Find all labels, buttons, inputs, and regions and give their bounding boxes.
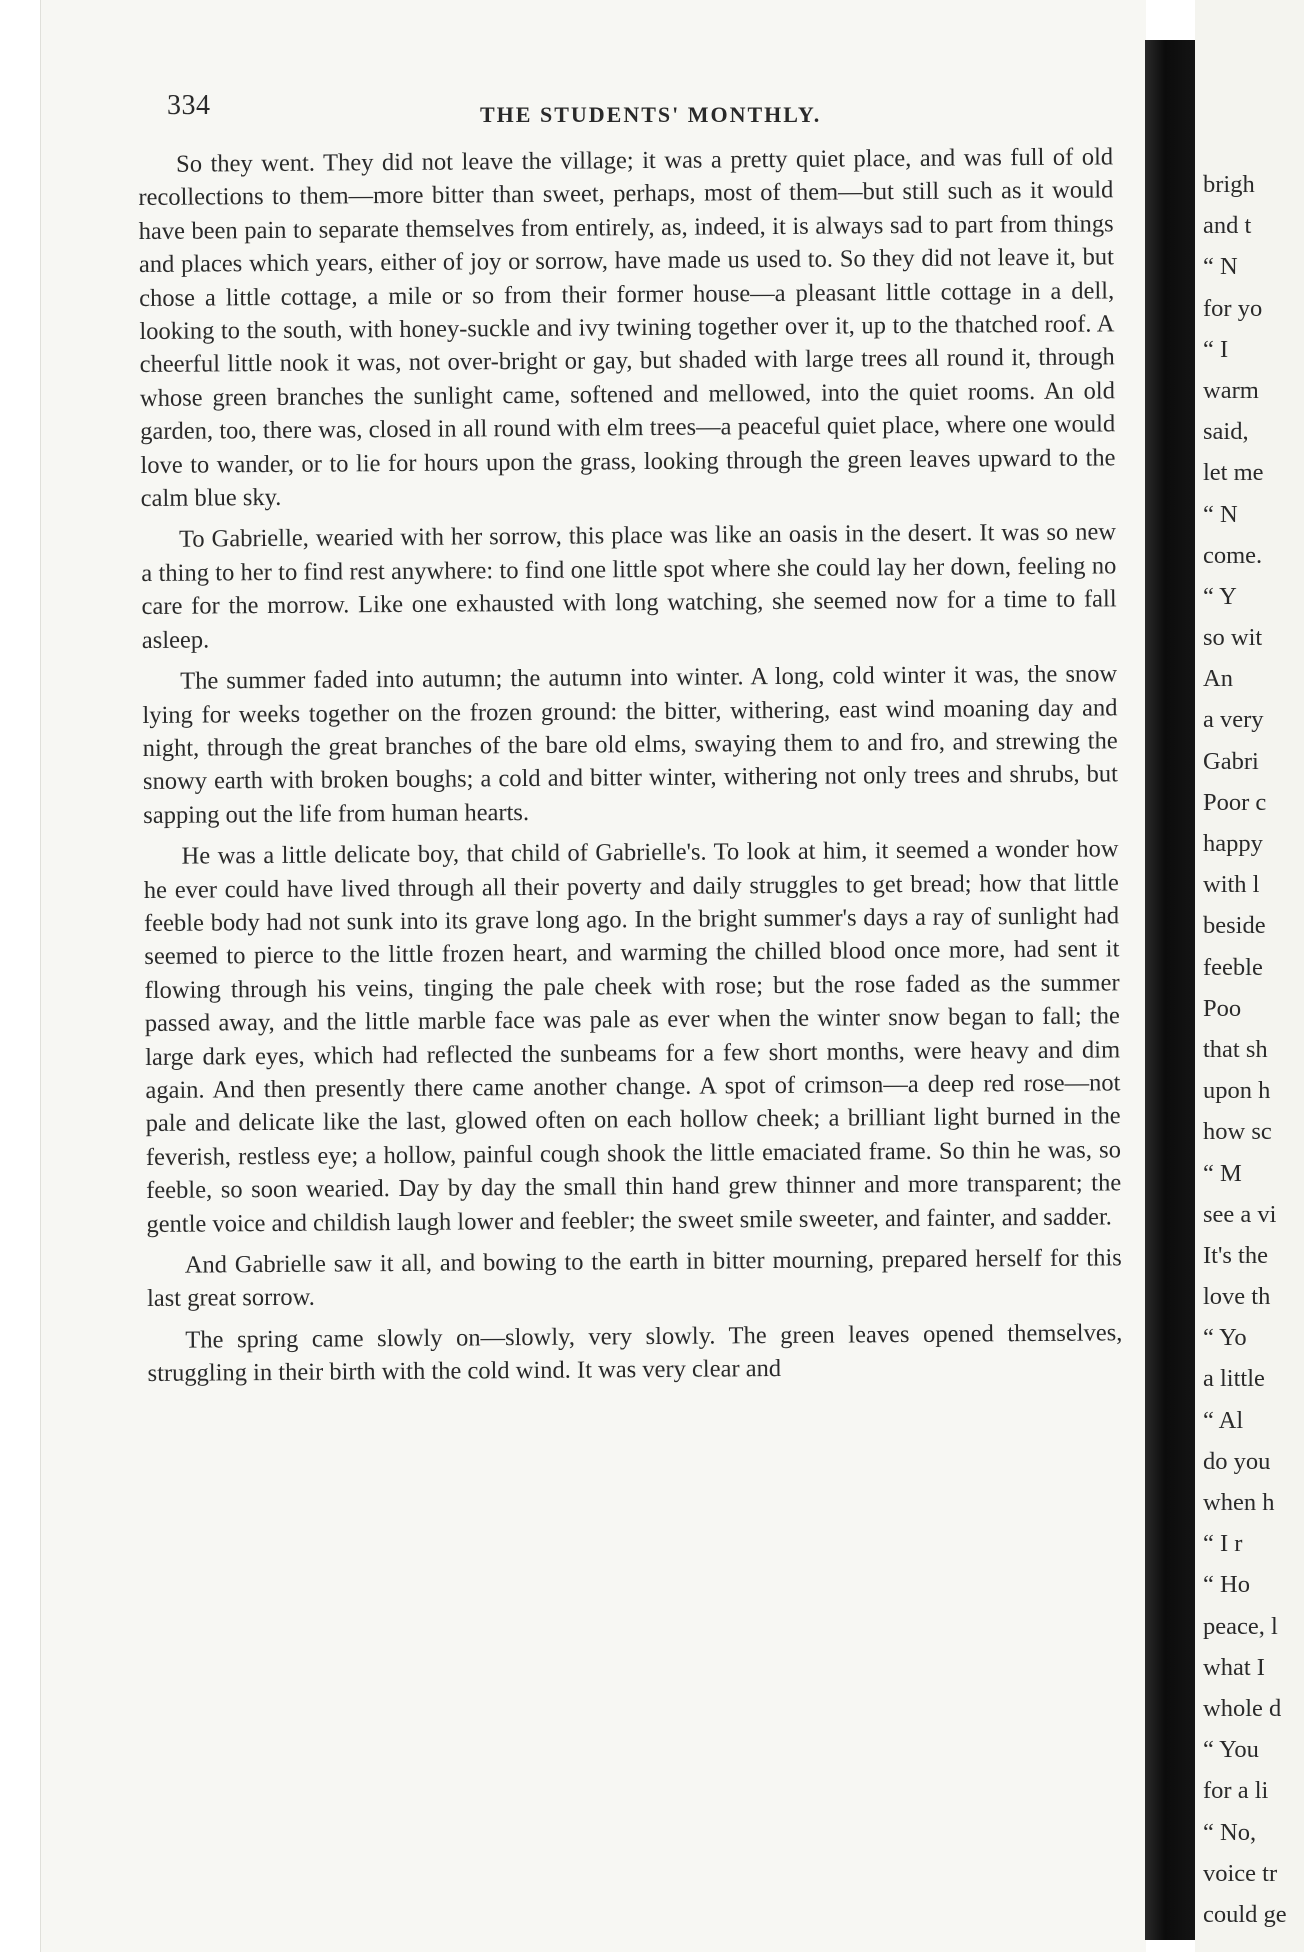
right-page-line: so wit: [1203, 624, 1263, 652]
right-page-line: for a li: [1203, 1777, 1269, 1805]
book-gutter: [1145, 40, 1195, 1940]
right-page-line: do you: [1203, 1447, 1271, 1475]
right-page-line: love th: [1203, 1283, 1271, 1311]
right-page-line: “ Ho: [1203, 1571, 1250, 1599]
right-page-line: “ N: [1203, 500, 1238, 528]
right-page-line: a very: [1203, 706, 1264, 734]
right-page-line: Poor c: [1203, 788, 1267, 816]
right-page-line: Poo: [1203, 994, 1242, 1022]
right-page-line: “ Yo: [1203, 1324, 1247, 1352]
right-page-line: what I: [1203, 1653, 1265, 1681]
right-page-line: “ Al: [1203, 1406, 1244, 1434]
right-page-line: upon h: [1203, 1077, 1271, 1105]
right-page-line: could ge: [1203, 1900, 1287, 1928]
paragraph: To Gabrielle, wearied with her sorrow, this place was like an oasis in the desert. It was so new a thing to her to find rest anywhere: to find one little spot where she could lay her down, feeling no care for the morrow. Like one exhausted with long watching, she seemed now for a time to fall asleep.: [141, 518, 1117, 654]
right-page-line: with l: [1203, 871, 1260, 899]
right-page-line: brigh: [1203, 171, 1255, 198]
right-page-line: “ M: [1203, 1159, 1242, 1187]
paragraph: He was a little delicate boy, that child of Gabrielle's. To look at him, it seemed a wonder how he ever could have lived through all their poverty and daily struggles to get bread; how that little feeble body had not sunk into its grave long ago. In the bright summer's days a ray of sunlight had seemed to pierce to the little frozen heart, and warming the chilled blood once more, had sent it flowing through his veins, tinging the pale cheek with rose; but the rose faded as the summer passed away, and the little marble face was pale as ever when the winter snow began to fall; the large dark eyes, which had reflected the sunbeams for a few short months, were heavy and dim again. And then presently there came another change. A spot of crimson—a deep red rose—not pale and delicate like the last, glowed often on each hollow cheek; a brilliant light burned in the feverish, restless eye; a hollow, painful cough shook the little emaciated frame. So thin he was, so feeble, so soon wearied. Day by day the small thin hand grew thinner and more transparent; the gentle voice and childish laugh lower and feebler; the sweet smile sweeter, and fainter, and sadder.: [143, 835, 1122, 1238]
paragraph: The spring came slowly on—slowly, very slowly. The green leaves opened themselves, struggling in their birth with the cold wind. It was very clear and: [147, 1319, 1123, 1388]
right-page-line: whole d: [1203, 1694, 1282, 1722]
right-page-line: It's the: [1203, 1241, 1268, 1269]
right-page-line: warm: [1203, 376, 1259, 404]
right-page-line: Gabri: [1203, 747, 1259, 775]
right-page-line: that sh: [1203, 1035, 1268, 1063]
right-page-line: said,: [1203, 418, 1249, 446]
paragraph: So they went. They did not leave the village; it was a pretty quiet place, and was full of old recollections to them—more bitter than sweet, perhaps, most of them—but still such as it would have been pain to separate themselves from entirely, as, indeed, it is always sad to part from things and places which years, either of joy or sorrow, have made us used to. So they did not leave it, but chose a little cottage, a mile or so from their former house—a pleasant little cottage in a dell, looking to the south, with honey-suckle and ivy twining together over it, up to the thatched roof. A cheerful little nook it was, not over-bright or gay, but shaded with large trees all round it, through whose green branches the sunlight came, softened and mellowed, into the quiet rooms. An old garden, too, there was, closed in all round with elm trees—a peaceful quiet place, where one would love to wander, or to lie for hours upon the grass, looking through the green leaves upward to the calm blue sky.: [138, 143, 1116, 513]
paragraph: And Gabrielle saw it all, and bowing to the earth in bitter mourning, prepared herself for this last great sorrow.: [146, 1244, 1122, 1313]
right-page-line: and t: [1203, 212, 1252, 240]
right-page-line: “ N: [1203, 253, 1238, 281]
right-page-line: beside: [1203, 912, 1266, 940]
page-number: 334: [167, 90, 211, 121]
paragraph: The summer faded into autumn; the autumn into winter. A long, cold winter it was, the snow lying for weeks together on the frozen ground: the bitter, withering, east wind moaning day and night, through the great branches of the bare old elms, swaying them to and fro, and strewing the snowy earth with broken boughs; a cold and bitter winter, withering not only trees and shrubs, but sapping out the life from human hearts.: [142, 660, 1119, 829]
running-head: THE STUDENTS' MONTHLY.: [480, 102, 822, 127]
right-page-line: let me: [1203, 459, 1264, 487]
right-page-line: feeble: [1203, 953, 1263, 981]
right-page-line: “ No,: [1203, 1818, 1257, 1846]
right-page-line: a little: [1203, 1365, 1265, 1393]
right-page-line: “ I r: [1203, 1530, 1243, 1558]
body-text: [138, 140, 1123, 1398]
right-page-line: see a vi: [1203, 1200, 1277, 1228]
right-page-line: for yo: [1203, 294, 1263, 322]
right-page-text: [1203, 168, 1304, 1939]
right-page-line: come.: [1203, 541, 1263, 569]
right-page-line: peace, l: [1203, 1612, 1278, 1640]
right-page-line: “ I: [1203, 335, 1229, 363]
right-page: [1195, 0, 1304, 1952]
right-page-line: when h: [1203, 1489, 1275, 1516]
right-page-line: “ You: [1203, 1736, 1259, 1764]
right-page-line: happy: [1203, 830, 1263, 857]
right-page-line: voice tr: [1203, 1859, 1278, 1887]
right-page-line: how sc: [1203, 1118, 1272, 1146]
right-page-line: “ Y: [1203, 582, 1237, 610]
right-page-line: An: [1203, 665, 1233, 693]
